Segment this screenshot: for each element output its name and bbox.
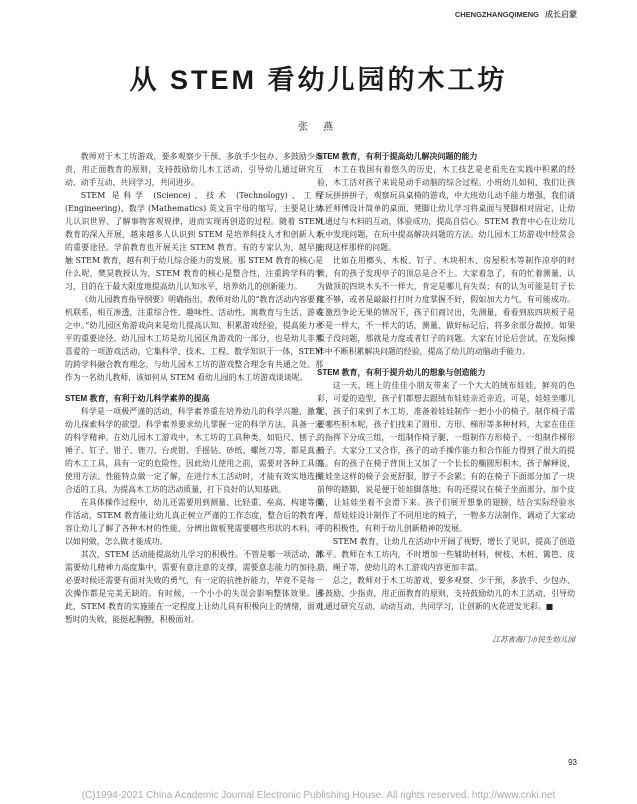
section-heading: STEM 教育，有利于提高幼儿解决问题的能力 xyxy=(317,152,478,161)
author-name: 张 燕 xyxy=(297,122,340,133)
journal-name: CHENGZHANGQIMENG xyxy=(454,10,539,19)
left-column xyxy=(65,150,323,626)
author-affiliation: 江苏省海门市民生幼儿园 xyxy=(492,635,575,644)
section-heading: STEM 教育，有利于提升幼儿的想象与创造能力 xyxy=(317,368,486,377)
paragraph: 总之，教师对于木工坊游戏，要多观察、少干预，多放手、少包办、多鼓励、少指责，用正面教育的原则，支持鼓励幼儿的木工活动，引导幼儿通过研究互动、动动互动，共同学习，让创新的火花迸发光彩。■ xyxy=(317,576,575,611)
article-title: 从 STEM 看幼儿园的木工坊 xyxy=(129,65,508,95)
paragraph: 这一天，班上的佳佳小朋友带来了一个大大的绒布娃娃，鲜亮的色彩，可爱的造型，孩子们都想去跟绒布娃娃亲近亲近。可是，娃娃坐哪儿呢，孩子们来到了木工坊，准备着娃娃制作一把小小的椅子。制作椅子需要哪些积木呢，孩子们找来了圆形、方形、梯形等多种材料，大家在佳佳的指挥下分成三组，一组制作椅子腿，一组制作方形椅子，一组制作梯形椅子。大家分工又合作，孩子的动手操作能力和合作能力得到了很大的提高。有的孩子在椅子背顶上又加了一个长长的椭圆形积木，孩子解释说，娃娃坐这样的椅子会更舒服，脖子不会累；有的在椅子下面部分加了一块前伸的踏脚，说是便于娃娃脚落地；有的还提议在椅子坐面部分，加个皮筋，让娃娃坐着不会滑下来。孩子们展开想象的翅膀，结合实际经验水平，帮娃娃设计制作了不同用途的椅子，一物多方法制作，调动了大家动手的积极性，有利于幼儿创新精神的发展。 xyxy=(317,381,575,533)
paragraph: 教师对于木工坊游戏，要多观察少干预、多放手少包办、多鼓励少指责，用正面教育的原则，支持鼓励幼儿木工活动，引导幼儿通过研究互动、动手互动、共同学习，共同进步。 xyxy=(65,152,323,187)
paragraph: 其次，STEM 活动能提高幼儿学习的积极性。不管是哪一项活动，都需要幼儿精神力高度集中，需要有意注意的支撑，需要意志能力的加持。必要时候还需要有面对失败的勇气，有一定的抗挫折能力，毕竟不是每一次操作都是完美无缺的。有时候，一个小小的失误会影响整体效果。因此，STEM 教育的实施能在一定程度上让幼儿具有积极向上的情绪，面对暂时的失败，能挺起胸膛，积极面对。 xyxy=(65,550,323,624)
paragraph: 木工在我国有着悠久的历史，木工技艺是老祖先在实践中积累的经验，木工活对孩子来说是动手动脑的综合过程。小班幼儿如何，我们让孩子玩拼拼拼子，观察玩具桌椅的游戏，中大班幼儿动手能力增强，我们请木匠师傅设计简单的桌面、凳脚让幼儿学习将桌面与凳脚相对固定，让幼儿通过与木料的互动，体验成功，提高自信心。STEM 教育中心在让幼儿玩中发现问题，在玩中提高解决问题的方法。幼儿园木工坊游戏中经常会出现这样那样的问题。 xyxy=(317,165,575,252)
copyright-footer: (C)1994-2021 China Academic Journal Electronic Publishing House. All rights reserved. http://www.cnki.net xyxy=(81,790,556,801)
paragraph: STEM 是科学 (Science)、技术 (Technology)、工程 (Engineering)、数学 (Mathematics) 英文首字母的缩写，主要是让幼儿认识世界、了解事物客观规律，进而实现再创造的过程。随着 STEM 教育的深入开展，越来越多人认识到 STEM 是培养科技人才和创新人才的重要途径。学前教育也开展关注 STEM 教育。有的专家认为，越早接触 STEM 教育，越有利于幼儿综合能力的发展。那 STEM 教育的核心是什么呢，樊昊教授认为，STEM 教育的核心是整合性，注重跨学科的学习，目的在于最大限度地提高幼儿认知水平，培养幼儿的创新能力。 xyxy=(65,191,323,291)
page-number: 93 xyxy=(568,758,577,767)
section-heading: STEM 教育，有利于幼儿科学素养的提高 xyxy=(65,394,210,403)
paragraph: STEM 教育，让幼儿在活动中开阔了视野，增长了见识，提高了创造水平。教师在木工坊内，不时增加一些辅助材料，树枝、木桩、篱笆、皮筋、绳子等，使幼儿的木工游戏内容更加丰富。 xyxy=(317,537,575,572)
section-name: 成长启蒙 xyxy=(545,10,577,19)
running-header xyxy=(455,9,577,20)
paragraph: 比如在用榔头、木板、钉子、木块积木、房屋积木等制作凉亭的时候，有的孩子发现亭子的顶总是合不上。大家着急了，有的忙着测量，认为做顶的四块木头不一样大，肯定是哪儿有失误；有的认为可能是钉子长度不够，或者是敲敲打打时力度掌握不好，假如加大力气，有可能成功。在激烈争论无果的情况下，孩子们商讨出，先测量，看看到底四块板子是不是一样大，不一样大的话，测量、做好标记后，将多余部分裁掉。如果板子没问题，那就是力度或者钉子的问题。大家在讨论后尝试，在发际操作中不断积累解决问题的经验，提高了幼儿的动脑动手能力。 xyxy=(317,256,575,356)
paragraph: 《幼儿园教育指导纲要》明确指出，教师对幼儿的“教育活动内容要有机联系，相互渗透，注重综合性、趣味性、活动性，寓教育与生活、游戏之中。”幼儿园区角游戏向来是幼儿提高认知、积累游戏经验，提高能力水平的重要途径。幼儿园木工坊是幼儿园区角游戏的一部分，也是幼儿非常喜爱的一项游戏活动，它集科学、技术、工程、数学知识于一体，STEM 的跨学科融合教育理念，与幼儿园木工坊的游戏整合理念有共通之处。那作为一名幼儿教师，该如何从 STEM 看幼儿园的木工坊游戏谈谈呢。 xyxy=(65,295,323,382)
paragraph: 在具体操作过程中，幼儿还需要用到测量、比轻重、垒高、构建等操作活动，STEM 教育能让幼儿真正树立严谨的工作态度，整合后的教育内容让幼儿了解了各种木材的性能，分辨出做板凳需要哪些形状的木料，可以如何做，怎么做才能成功。 xyxy=(65,498,323,546)
paragraph: 科学是一项极严谨的活动，科学素养重在培养幼儿的科学兴趣，激发幼儿探索科学的欲望。科学素养要求幼儿掌握一定的科学方法，具备一定的科学精神。在幼儿园木工游戏中，木工坊的工具种类，如铅尺、刨子、锤子、钉子、钳子、锉刀、台虎钳、手摇钻、砂纸、螺丝刀等，都是真正的木工工具，具有一定的危险性，因此幼儿使用之前，需要对各种工具的使用方法、性能特点做一定了解，在进行木工活动时，才能有效实地选择合适的工具，为提高木工坊的活动质量，打下良好的认知基础。 xyxy=(65,407,323,494)
right-column xyxy=(317,150,575,646)
